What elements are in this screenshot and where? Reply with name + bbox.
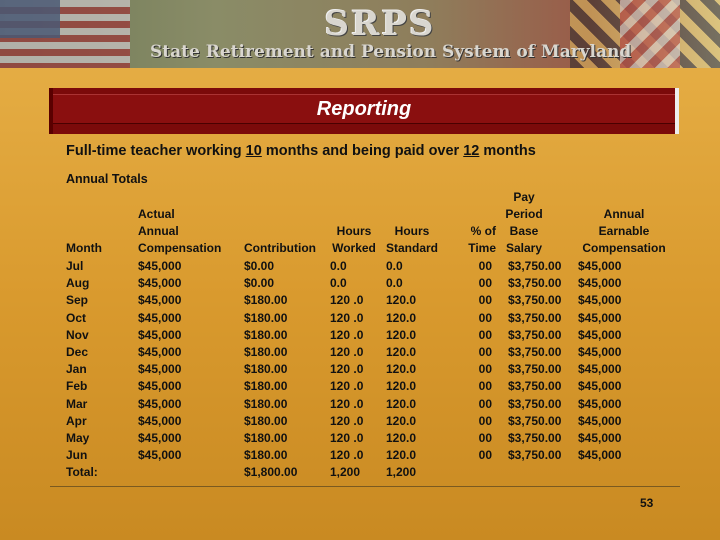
table-cell: 120.0 [386, 413, 417, 428]
heading-text: months and being paid over [261, 143, 464, 159]
slide-title: Reporting [316, 98, 412, 120]
table-cell: $45,000 [578, 293, 622, 308]
table-cell: 120 .0 [330, 448, 364, 463]
table-cell: 120 .0 [330, 430, 364, 445]
table-cell: $180.00 [244, 448, 288, 463]
table-cell: 0.0 [386, 259, 403, 273]
table-cell: $3,750.00 [508, 327, 562, 342]
header-month: Month [66, 241, 102, 255]
table-cell: $180.00 [244, 344, 288, 359]
base-salary-column [508, 258, 561, 464]
table-cell: 00 [478, 310, 492, 325]
table-cell: $45,000 [138, 344, 182, 359]
page-number: 53 [640, 496, 654, 510]
table-cell: $3,750.00 [508, 310, 562, 325]
header-annual-earnable-compensation: Annual Earnable Compensation [582, 207, 666, 255]
table-cell: 00 [478, 327, 492, 342]
table-cell: $3,750.00 [508, 259, 562, 273]
table-cell: Aug [66, 276, 90, 291]
table-cell: 00 [478, 430, 492, 445]
table-cell: 120 .0 [330, 344, 364, 359]
header-hours-standard: Hours Standard [385, 224, 438, 255]
table-cell: $45,000 [138, 362, 182, 377]
table-cell: $0.00 [244, 276, 275, 291]
table-cell: $180.00 [244, 362, 288, 377]
section-label: Annual Totals [66, 172, 148, 186]
table-cell: $45,000 [138, 448, 182, 463]
table-cell: $3,750.00 [508, 293, 562, 308]
table-cell: 120.0 [386, 362, 417, 377]
header-percent-time: % of Time [468, 224, 496, 255]
table-cell: Jul [66, 259, 84, 273]
table-cell: $3,750.00 [508, 396, 562, 411]
months-paid: 12 [463, 143, 480, 159]
table-cell: 120.0 [386, 310, 417, 325]
table-cell: $45,000 [578, 430, 622, 445]
table-cell: 120.0 [386, 448, 417, 463]
table-cell: $45,000 [578, 276, 622, 291]
table-cell: $3,750.00 [508, 448, 562, 463]
table-cell: $45,000 [578, 379, 622, 394]
table-cell: 120 .0 [330, 396, 364, 411]
logo-text: SRPS [324, 4, 436, 44]
table-cell: 0.0 [330, 259, 347, 273]
table-cell: $180.00 [244, 379, 288, 394]
table-cell: $45,000 [138, 430, 182, 445]
table-cell: 120.0 [386, 379, 417, 394]
table-cell: $45,000 [578, 344, 622, 359]
annual-earnable-column [578, 258, 621, 464]
table-cell: 120 .0 [330, 362, 364, 377]
footer-divider [50, 486, 680, 487]
table-cell: $3,750.00 [508, 362, 562, 377]
month-column [66, 258, 98, 481]
table-cell: $45,000 [138, 379, 182, 394]
contribution-column [244, 258, 297, 481]
table-cell: $45,000 [138, 293, 182, 308]
table-cell: $3,750.00 [508, 344, 562, 359]
table-cell: 120.0 [386, 344, 417, 359]
table-cell: $3,750.00 [508, 379, 562, 394]
total-label: Total: [66, 465, 98, 480]
total-hours-standard: 1,200 [386, 465, 417, 480]
table-cell: $3,750.00 [508, 276, 562, 291]
heading-text: months [479, 143, 536, 159]
organization-name: State Retirement and Pension System of Maryland [150, 42, 632, 62]
total-hours-worked: 1,200 [330, 465, 361, 480]
hours-standard-column [386, 258, 416, 481]
table-cell: 0.0 [386, 276, 403, 291]
table-cell: Jun [66, 448, 88, 463]
table-cell: 00 [478, 259, 492, 273]
total-contribution: $1,800.00 [244, 465, 298, 480]
table-cell: $45,000 [578, 327, 622, 342]
table-cell: $45,000 [578, 310, 622, 325]
table-cell: 120 .0 [330, 327, 364, 342]
table-cell: $3,750.00 [508, 430, 562, 445]
table-cell: $180.00 [244, 430, 288, 445]
table-cell: $180.00 [244, 327, 288, 342]
header-contribution: Contribution [244, 241, 316, 255]
table-cell: 00 [478, 448, 492, 463]
table-cell: $0.00 [244, 259, 275, 273]
table-cell: Mar [66, 396, 88, 411]
table-cell: 00 [478, 362, 492, 377]
table-cell: Sep [66, 293, 89, 308]
table-cell: Nov [66, 327, 89, 342]
table-cell: $180.00 [244, 396, 288, 411]
percent-time-column [460, 258, 492, 464]
table-cell: 00 [478, 344, 492, 359]
table-cell: 00 [478, 293, 492, 308]
table-cell: $45,000 [578, 259, 622, 273]
header-banner [0, 0, 720, 68]
table-cell: Oct [66, 310, 87, 325]
actual-compensation-column [138, 258, 181, 464]
table-cell: $3,750.00 [508, 413, 562, 428]
table-cell: 120 .0 [330, 413, 364, 428]
table-cell: 120.0 [386, 327, 417, 342]
table-cell: 0.0 [330, 276, 347, 291]
table-cell: 00 [478, 396, 492, 411]
table-cell: May [66, 430, 90, 445]
header-hours-worked: Hours Worked [332, 224, 376, 255]
hours-worked-column [330, 258, 363, 481]
table-cell: $45,000 [138, 259, 182, 273]
table-cell: $45,000 [138, 396, 182, 411]
table-cell: $180.00 [244, 293, 288, 308]
table-cell: Feb [66, 379, 88, 394]
table-cell: $45,000 [138, 310, 182, 325]
table-cell: $180.00 [244, 413, 288, 428]
table-cell: $45,000 [138, 327, 182, 342]
header-actual-compensation: Actual Annual Compensation [138, 207, 222, 255]
table-cell: 00 [478, 413, 492, 428]
table-cell: 120 .0 [330, 310, 364, 325]
table-cell: $180.00 [244, 310, 288, 325]
table-cell: 00 [478, 276, 492, 291]
table-cell: $45,000 [578, 448, 622, 463]
table-cell: 120.0 [386, 396, 417, 411]
table-cell: $45,000 [138, 413, 182, 428]
table-cell: 120 .0 [330, 379, 364, 394]
slide-title-bar [49, 88, 679, 134]
table-cell: $45,000 [578, 362, 622, 377]
months-worked: 10 [245, 143, 262, 159]
slide-heading [66, 143, 536, 159]
header-pay-period-base-salary: Pay Period Base Salary [505, 190, 543, 255]
table-cell: 120.0 [386, 430, 417, 445]
table-cell: Jan [66, 362, 87, 377]
table-cell: $45,000 [578, 413, 622, 428]
table-cell: 120 .0 [330, 293, 364, 308]
table-cell: $45,000 [578, 396, 622, 411]
table-cell: 00 [478, 379, 492, 394]
table-cell: Dec [66, 344, 89, 359]
table-cell: Apr [66, 413, 87, 428]
table-cell: $45,000 [138, 276, 182, 291]
heading-text: Full-time teacher working [66, 143, 246, 159]
table-cell: 120.0 [386, 293, 417, 308]
